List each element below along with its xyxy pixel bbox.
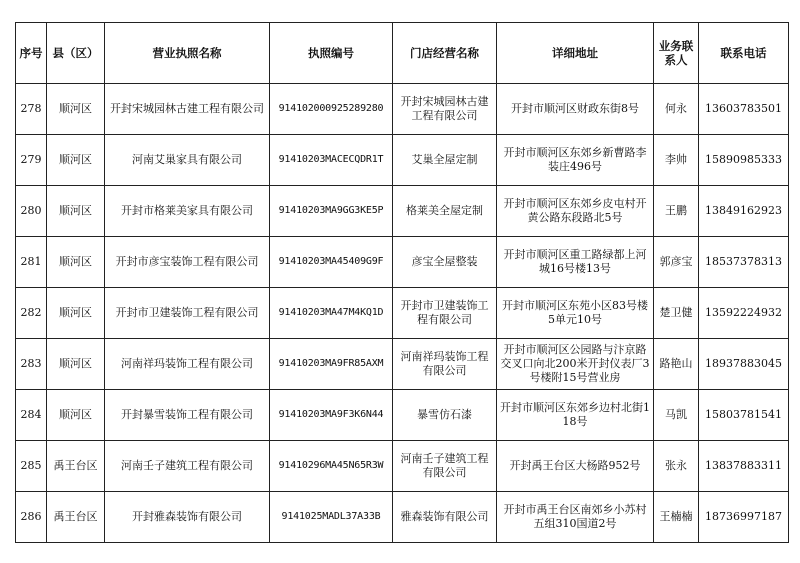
cell-license-name: 开封暴雪装饰工程有限公司 bbox=[105, 390, 270, 441]
cell-license-no: 9141025MADL37A33B bbox=[270, 492, 393, 543]
cell-address: 开封市顺河区东苑小区83号楼5单元10号 bbox=[497, 288, 654, 339]
cell-license-no: 91410203MA9GG3KE5P bbox=[270, 186, 393, 237]
header-row bbox=[16, 23, 789, 84]
cell-license-name: 开封市格莱美家具有限公司 bbox=[105, 186, 270, 237]
cell-contact: 李帅 bbox=[654, 135, 699, 186]
cell-district: 顺河区 bbox=[47, 186, 105, 237]
cell-license-no: 91410203MACECQDR1T bbox=[270, 135, 393, 186]
cell-seq: 284 bbox=[16, 390, 47, 441]
header-license-name: 营业执照名称 bbox=[105, 23, 270, 84]
cell-store-name: 艾巢全屋定制 bbox=[393, 135, 497, 186]
cell-license-no: 91410203MA9FR85AXM bbox=[270, 339, 393, 390]
cell-phone: 13603783501 bbox=[699, 84, 789, 135]
cell-contact: 路艳山 bbox=[654, 339, 699, 390]
cell-license-name: 开封市彦宝装饰工程有限公司 bbox=[105, 237, 270, 288]
cell-district: 顺河区 bbox=[47, 339, 105, 390]
cell-license-no: 91410203MA47M4KQ1D bbox=[270, 288, 393, 339]
cell-address: 开封市顺河区东郊乡皮屯村开黄公路东段路北5号 bbox=[497, 186, 654, 237]
header-district: 县（区） bbox=[47, 23, 105, 84]
cell-contact: 何永 bbox=[654, 84, 699, 135]
cell-phone: 15890985333 bbox=[699, 135, 789, 186]
registry-table bbox=[15, 22, 789, 543]
cell-license-name: 开封宋城园林古建工程有限公司 bbox=[105, 84, 270, 135]
table-row bbox=[16, 237, 789, 288]
cell-district: 顺河区 bbox=[47, 135, 105, 186]
cell-address: 开封市顺河区重工路绿都上河城16号楼13号 bbox=[497, 237, 654, 288]
cell-store-name: 开封宋城园林古建工程有限公司 bbox=[393, 84, 497, 135]
cell-seq: 286 bbox=[16, 492, 47, 543]
cell-phone: 18736997187 bbox=[699, 492, 789, 543]
cell-license-no: 91410296MA45N65R3W bbox=[270, 441, 393, 492]
cell-license-name: 开封市卫建装饰工程有限公司 bbox=[105, 288, 270, 339]
cell-phone: 18537378313 bbox=[699, 237, 789, 288]
cell-license-name: 河南祥玛装饰工程有限公司 bbox=[105, 339, 270, 390]
header-store-name: 门店经营名称 bbox=[393, 23, 497, 84]
cell-seq: 279 bbox=[16, 135, 47, 186]
cell-store-name: 格莱美全屋定制 bbox=[393, 186, 497, 237]
cell-store-name: 开封市卫建装饰工程有限公司 bbox=[393, 288, 497, 339]
cell-store-name: 暴雪仿石漆 bbox=[393, 390, 497, 441]
cell-address: 开封市禹王台区南郊乡小苏村五组310国道2号 bbox=[497, 492, 654, 543]
cell-phone: 18937883045 bbox=[699, 339, 789, 390]
cell-address: 开封市顺河区东郊乡新曹路李装庄496号 bbox=[497, 135, 654, 186]
table-row bbox=[16, 339, 789, 390]
table-row bbox=[16, 186, 789, 237]
cell-seq: 283 bbox=[16, 339, 47, 390]
cell-district: 禹王台区 bbox=[47, 441, 105, 492]
table-row bbox=[16, 492, 789, 543]
cell-license-name: 开封雅森装饰有限公司 bbox=[105, 492, 270, 543]
cell-store-name: 雅森装饰有限公司 bbox=[393, 492, 497, 543]
cell-phone: 13849162923 bbox=[699, 186, 789, 237]
cell-license-no: 91410203MA9F3K6N44 bbox=[270, 390, 393, 441]
cell-district: 顺河区 bbox=[47, 84, 105, 135]
cell-phone: 13837883311 bbox=[699, 441, 789, 492]
cell-contact: 张永 bbox=[654, 441, 699, 492]
cell-contact: 楚卫健 bbox=[654, 288, 699, 339]
cell-contact: 马凯 bbox=[654, 390, 699, 441]
cell-store-name: 河南壬子建筑工程有限公司 bbox=[393, 441, 497, 492]
cell-seq: 285 bbox=[16, 441, 47, 492]
cell-district: 顺河区 bbox=[47, 237, 105, 288]
cell-contact: 王楠楠 bbox=[654, 492, 699, 543]
table-row bbox=[16, 441, 789, 492]
cell-license-no: 914102000925289280 bbox=[270, 84, 393, 135]
header-phone: 联系电话 bbox=[699, 23, 789, 84]
table-row bbox=[16, 390, 789, 441]
header-address: 详细地址 bbox=[497, 23, 654, 84]
cell-address: 开封市顺河区公园路与汴京路交叉口向北200米开封仪表厂3号楼附15号营业房 bbox=[497, 339, 654, 390]
table-row bbox=[16, 84, 789, 135]
cell-seq: 278 bbox=[16, 84, 47, 135]
header-license-no: 执照编号 bbox=[270, 23, 393, 84]
cell-phone: 13592224932 bbox=[699, 288, 789, 339]
cell-store-name: 彦宝全屋整装 bbox=[393, 237, 497, 288]
cell-district: 禹王台区 bbox=[47, 492, 105, 543]
cell-license-no: 91410203MA45409G9F bbox=[270, 237, 393, 288]
cell-license-name: 河南壬子建筑工程有限公司 bbox=[105, 441, 270, 492]
cell-address: 开封市顺河区东郊乡边村北街118号 bbox=[497, 390, 654, 441]
cell-contact: 王鹏 bbox=[654, 186, 699, 237]
header-seq: 序号 bbox=[16, 23, 47, 84]
header-contact: 业务联系人 bbox=[654, 23, 699, 84]
cell-seq: 281 bbox=[16, 237, 47, 288]
cell-district: 顺河区 bbox=[47, 288, 105, 339]
table-row bbox=[16, 288, 789, 339]
cell-seq: 282 bbox=[16, 288, 47, 339]
cell-address: 开封禹王台区大杨路952号 bbox=[497, 441, 654, 492]
cell-contact: 郭彦宝 bbox=[654, 237, 699, 288]
cell-district: 顺河区 bbox=[47, 390, 105, 441]
cell-seq: 280 bbox=[16, 186, 47, 237]
cell-phone: 15803781541 bbox=[699, 390, 789, 441]
cell-store-name: 河南祥玛装饰工程有限公司 bbox=[393, 339, 497, 390]
cell-address: 开封市顺河区财政东街8号 bbox=[497, 84, 654, 135]
cell-license-name: 河南艾巢家具有限公司 bbox=[105, 135, 270, 186]
table-row bbox=[16, 135, 789, 186]
